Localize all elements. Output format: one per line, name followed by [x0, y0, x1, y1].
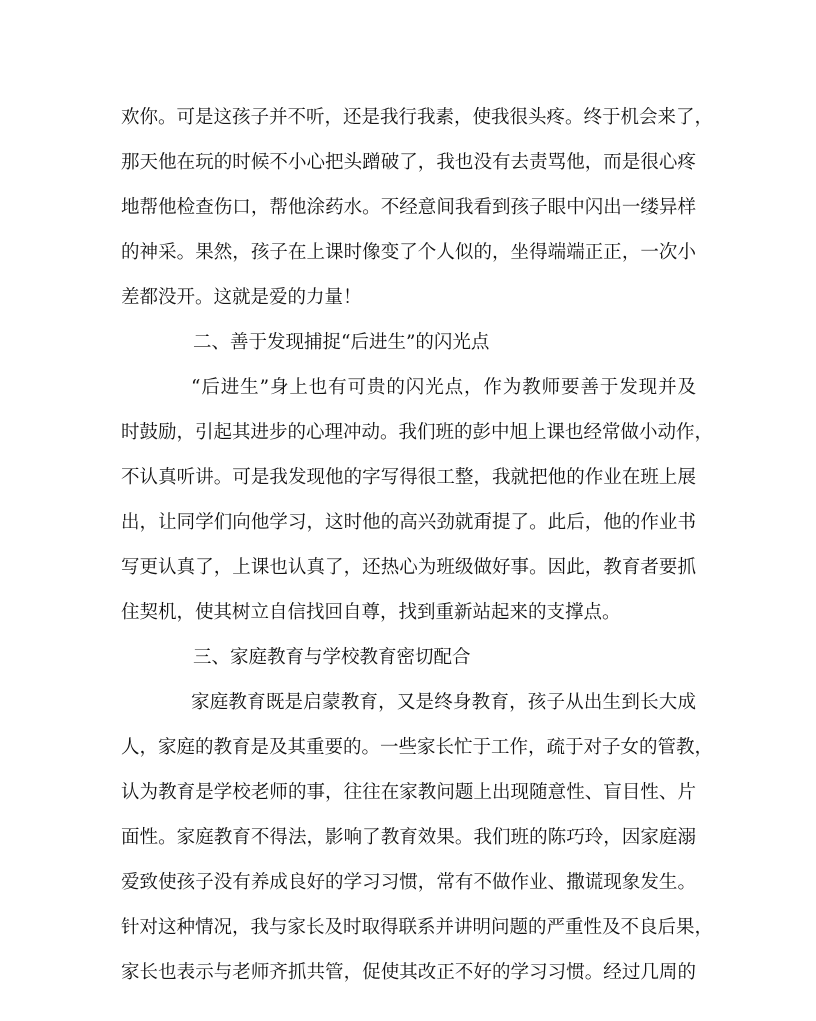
- paragraph-line: 那天他在玩的时候不小心把头蹭破了，我也没有去责骂他，而是很心疼: [121, 152, 696, 173]
- paragraph-line: 不认真听讲。可是我发现他的字写得很工整，我就把他的作业在班上展: [121, 467, 696, 488]
- paragraph-line: 住契机，使其树立自信找回自尊，找到重新站起来的支撑点。: [121, 602, 621, 623]
- paragraph-line: 时鼓励，引起其进步的心理冲动。我们班的彭中旭上课也经常做小动作，: [121, 422, 714, 443]
- paragraph-line: 家长也表示与老师齐抓共管，促使其改正不好的学习习惯。经过几周的: [121, 962, 696, 983]
- paragraph-line: 写更认真了，上课也认真了，还热心为班级做好事。因此，教育者要抓: [121, 557, 696, 578]
- section-heading: 二、善于发现捕捉“后进生”的闪光点: [193, 332, 490, 353]
- section-heading: 三、家庭教育与学校教育密切配合: [193, 647, 471, 668]
- paragraph-line: 针对这种情况，我与家长及时取得联系并讲明问题的严重性及不良后果，: [121, 917, 714, 938]
- paragraph-line: 家庭教育既是启蒙教育，又是终身教育，孩子从出生到长大成: [191, 692, 696, 713]
- paragraph-line: “后进生”身上也有可贵的闪光点，作为教师要善于发现并及: [191, 377, 696, 398]
- paragraph-line: 面性。家庭教育不得法，影响了教育效果。我们班的陈巧玲，因家庭溺: [121, 827, 696, 848]
- paragraph-line: 出，让同学们向他学习，这时他的高兴劲就甭提了。此后，他的作业书: [121, 512, 696, 533]
- paragraph-line: 认为教育是学校老师的事，往往在家教问题上出现随意性、盲目性、片: [121, 782, 696, 803]
- paragraph-line: 爱致使孩子没有养成良好的学习习惯，常有不做作业、撒谎现象发生。: [121, 872, 696, 893]
- paragraph-line: 的神采。果然，孩子在上课时像变了个人似的，坐得端端正正，一次小: [121, 242, 696, 263]
- paragraph-line: 地帮他检查伤口，帮他涂药水。不经意间我看到孩子眼中闪出一缕异样: [121, 197, 696, 218]
- paragraph-line: 欢你。可是这孩子并不听，还是我行我素，使我很头疼。终于机会来了，: [121, 107, 714, 128]
- paragraph-line: 人，家庭的教育是及其重要的。一些家长忙于工作，疏于对子女的管教，: [121, 737, 714, 758]
- paragraph-line: 差都没开。这就是爱的力量！: [121, 287, 362, 308]
